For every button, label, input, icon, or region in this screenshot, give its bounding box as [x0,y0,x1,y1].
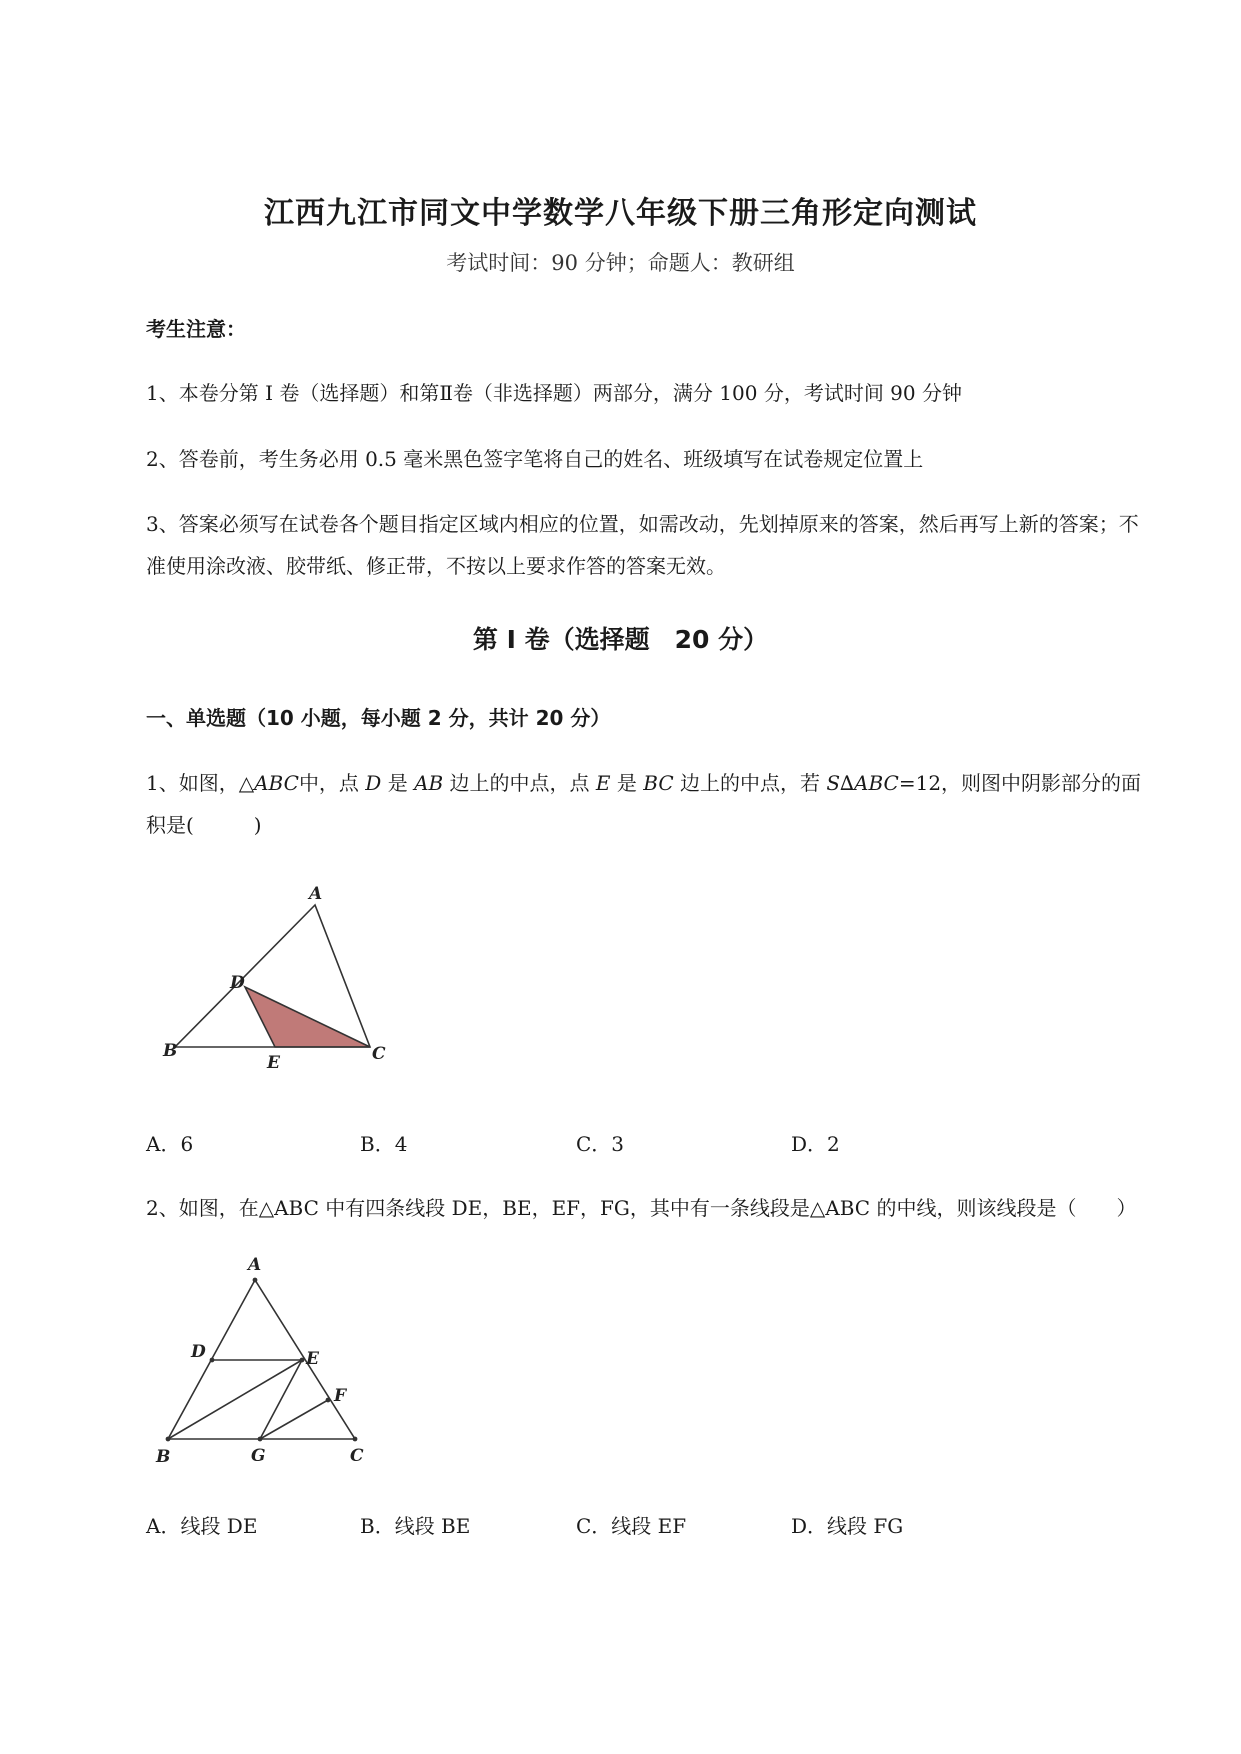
q1-option-a: A．6 [146,1132,194,1156]
label-a: A [309,884,323,904]
notice-item-1: 1、本卷分第 I 卷（选择题）和第Ⅱ卷（非选择题）两部分，满分 100 分，考试时间 90 分钟 [146,381,962,405]
section-title: 第 I 卷（选择题 20 分） [472,625,769,654]
q1-stem-part: ∆ [840,771,855,795]
label-d: D [230,973,245,993]
notice-heading: 考生注意： [146,317,246,341]
part-heading: 一、单选题（10 小题，每小题 2 分，共计 20 分） [146,706,611,730]
label-c: C [372,1044,386,1064]
q1-option-c: C．3 [576,1132,625,1156]
q1-stem-part: 边上的中点，若 [673,771,827,795]
q1-stem-part: 中，点 [298,771,366,795]
notice-item-2: 2、答卷前，考生务必用 0.5 毫米黑色签字笔将自己的姓名、班级填写在试卷规定位置上 [146,447,924,471]
question-2-stem: 2、如图，在△ABC 中有四条线段 DE，BE，EF，FG，其中有一条线段是△ABC 的中线，则该线段是（ ） [146,1196,1137,1220]
label-b: B [156,1447,171,1467]
page-title: 江西九江市同文中学数学八年级下册三角形定向测试 [264,196,977,231]
label-a: A [248,1255,262,1275]
q1-stem-part: S [826,771,841,795]
q2-option-d: D．线段 FG [791,1514,904,1538]
question-1-figure [150,880,410,1080]
q2-option-c: C．线段 EF [576,1514,687,1538]
exam-meta: 考试时间：90 分钟；命题人：教研组 [446,251,795,275]
label-e: E [306,1349,319,1369]
q1-stem-part: 边上的中点，点 [443,771,596,795]
q1-stem-part: ABC [854,771,899,795]
q1-stem-part: AB [414,771,444,795]
shaded-triangle-dec [245,987,370,1047]
point-c [353,1437,358,1442]
point-d [210,1358,215,1363]
label-b: B [163,1041,178,1061]
q1-option-b: B．4 [360,1132,408,1156]
label-f: F [334,1386,347,1406]
notice-item-3: 3、答案必须写在试卷各个题目指定区域内相应的位置，如需改动，先划掉原来的答案，然后再写上新的答案；不准使用涂改液、胶带纸、修正带，不按以上要求作答的答案无效。 [146,512,1139,578]
label-c: C [350,1446,364,1466]
point-f [326,1398,331,1403]
q1-stem-part: 是 [381,771,415,795]
question-1-stem [146,762,1156,846]
question-2-figure [150,1255,390,1475]
q1-option-d: D．2 [791,1132,840,1156]
point-g [258,1437,263,1442]
q1-stem-part: 1、如图，△ [146,771,255,795]
q1-stem-part: D [365,771,382,795]
label-d: D [191,1342,206,1362]
q1-stem-part: ABC [254,771,299,795]
q1-stem-part: =12，则图中阴影部分的面积是( ) [146,771,1142,837]
q1-stem-part: BC [643,771,674,795]
point-e [300,1358,305,1363]
q2-option-b: B．线段 BE [360,1514,471,1538]
point-a [253,1278,258,1283]
q2-option-a: A．线段 DE [146,1514,258,1538]
point-b [166,1437,171,1442]
q1-stem-part: E [595,771,611,795]
label-g: G [251,1446,266,1466]
label-e: E [267,1053,280,1073]
q1-stem-part: 是 [610,771,644,795]
